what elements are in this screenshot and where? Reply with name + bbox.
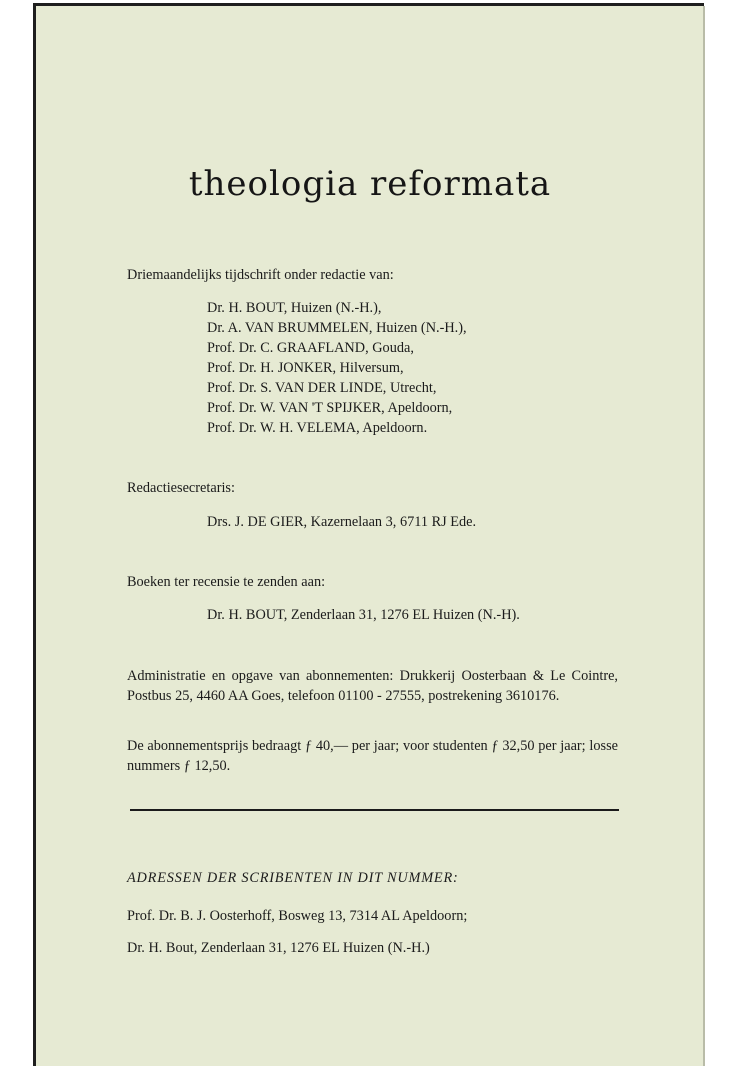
reviews-heading: Boeken ter recensie te zenden aan: [127,574,326,590]
editor-list [207,298,467,438]
editorial-intro: Driemaandelijks tijdschrift onder redactie van: [127,267,394,283]
administration-notice: Administratie en opgave van abonnementen: Drukkerij Oosterbaan & Le Cointre, Postbus 25, 4460 AA Goes, telefoon 01100 - 27555, postrekening 3610176. [127,668,618,704]
journal-title: theologia reformata [188,164,552,204]
editor-entry: Dr. A. VAN BRUMMELEN, Huizen (N.-H.), [207,320,467,336]
editor-entry: Prof. Dr. W. VAN 'T SPIJKER, Apeldoorn, [207,400,453,416]
editor-entry: Prof. Dr. S. VAN DER LINDE, Utrecht, [207,380,437,396]
author-address: Prof. Dr. B. J. Oosterhoff, Bosweg 13, 7314 AL Apeldoorn; [127,908,468,924]
reviews-address: Dr. H. BOUT, Zenderlaan 31, 1276 EL Huizen (N.-H). [207,607,520,623]
journal-page [33,3,704,1066]
section-divider [130,809,619,811]
authors-heading: ADRESSEN DER SCRIBENTEN IN DIT NUMMER: [127,870,459,886]
editor-entry: Dr. H. BOUT, Huizen (N.-H.), [207,300,382,316]
secretary-address: Drs. J. DE GIER, Kazernelaan 3, 6711 RJ Ede. [207,514,477,530]
editor-entry: Prof. Dr. C. GRAAFLAND, Gouda, [207,340,414,356]
author-address: Dr. H. Bout, Zenderlaan 31, 1276 EL Huizen (N.-H.) [127,940,430,956]
secretary-heading: Redactiesecretaris: [127,480,235,496]
editor-entry: Prof. Dr. W. H. VELEMA, Apeldoorn. [207,420,428,436]
editor-entry: Prof. Dr. H. JONKER, Hilversum, [207,360,404,376]
subscription-pricing: De abonnementsprijs bedraagt ƒ 40,— per jaar; voor studenten ƒ 32,50 per jaar; losse nummers ƒ 12,50. [127,738,618,774]
